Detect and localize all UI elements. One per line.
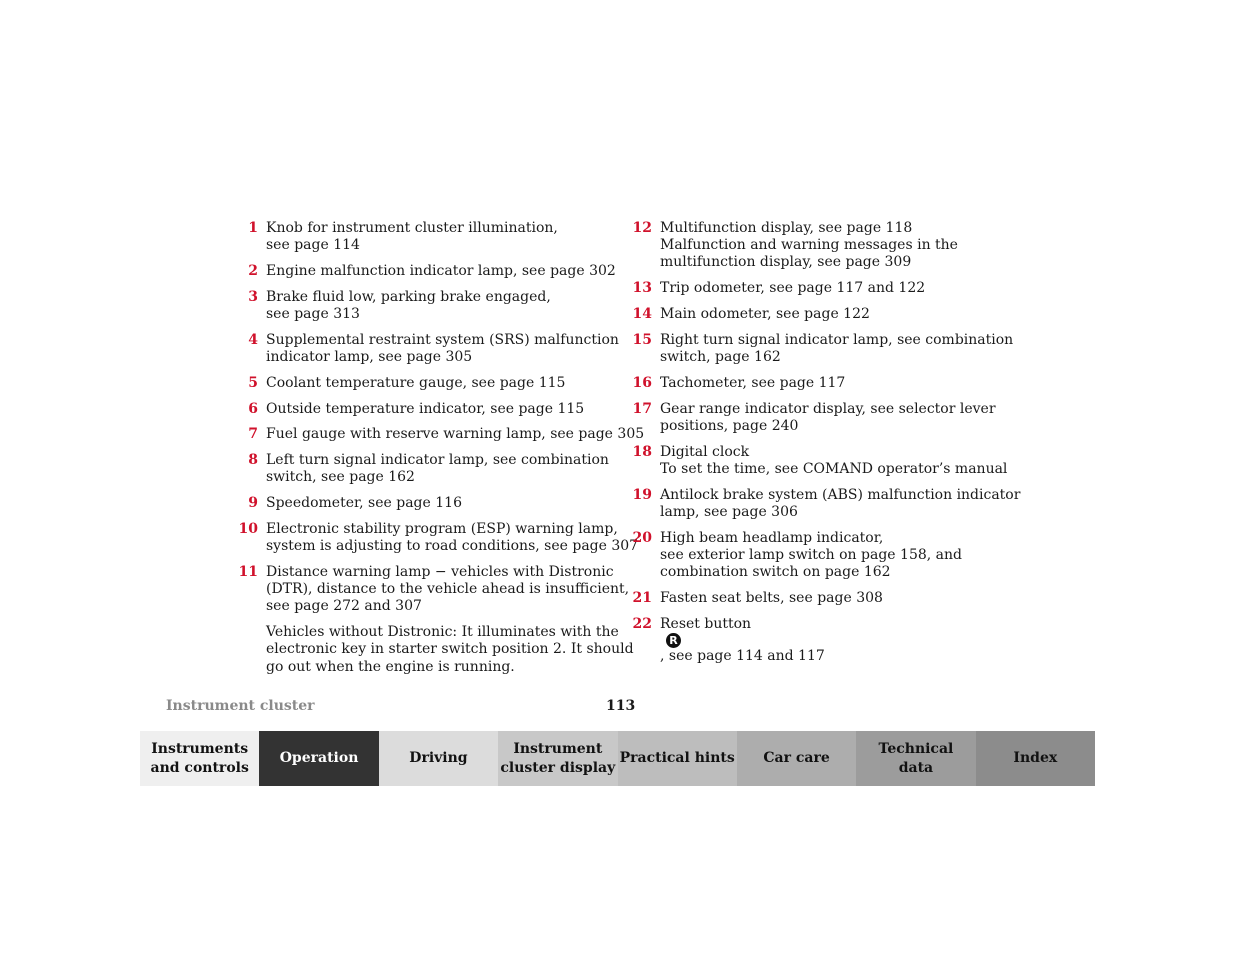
legend-item-line: combination switch on page 162 (660, 564, 891, 580)
distronic-note (266, 624, 634, 676)
legend-item-number: 6 (248, 400, 258, 417)
legend-item-line: Malfunction and warning messages in the (660, 237, 958, 254)
reset-text-after: , see page 114 and 117 (660, 647, 825, 664)
legend-item-text (266, 495, 612, 512)
legend-item-line: Distance warning lamp − vehicles with Distronic (266, 563, 614, 580)
legend-item-text (660, 220, 1006, 272)
legend-item-number: 7 (248, 426, 258, 443)
legend-item-20 (626, 530, 1006, 582)
legend-item-line: Fuel gauge with reserve warning lamp, see page 305 (266, 426, 645, 443)
legend-item-number: 15 (632, 331, 652, 348)
legend-item-text (266, 375, 612, 392)
legend-item-text (660, 487, 1020, 521)
legend-item-7 (232, 426, 645, 443)
legend-item-6 (232, 401, 612, 418)
tab-label (500, 740, 615, 778)
tab-label-line: Practical hints (619, 750, 735, 766)
legend-item-12 (626, 220, 1006, 272)
legend-item-11 (232, 563, 630, 616)
legend-item-text (660, 280, 1006, 297)
note-line: electronic key in starter switch position 2. It should (266, 641, 634, 658)
legend-item-line: Outside temperature indicator, see page 115 (266, 400, 585, 417)
legend-item-8 (232, 452, 612, 486)
legend-column-right (626, 220, 1021, 674)
legend-item-18 (626, 444, 1006, 478)
legend-item-number: 18 (632, 443, 652, 460)
legend-item-line: Main odometer, see page 122 (660, 306, 870, 322)
legend-item-line: multifunction display, see page 309 (660, 254, 912, 271)
legend-item-3 (232, 289, 612, 323)
reset-button-icon: R (666, 633, 681, 648)
tab-label (763, 749, 829, 768)
legend-item-text (660, 590, 1006, 607)
legend-item-line: Fasten seat belts, see page 308 (660, 589, 883, 606)
legend-item-number: 12 (632, 220, 652, 236)
tab-label-line: data (898, 759, 934, 776)
legend-item-text (660, 306, 1006, 323)
legend-item-line: Antilock brake system (ABS) malfunction indicator (660, 486, 1021, 503)
section-title: Instrument cluster (166, 698, 315, 714)
legend-item-line: To set the time, see COMAND operator’s manual (660, 460, 1008, 477)
tab-label-line: Index (1013, 750, 1058, 766)
legend-item-line: Right turn signal indicator lamp, see combination (660, 331, 1014, 348)
tab-label-line: and controls (150, 759, 249, 776)
legend-item-number: 4 (248, 331, 258, 348)
legend-item-line: Coolant temperature gauge, see page 115 (266, 374, 566, 391)
legend-item-5 (232, 375, 612, 392)
legend-item-line: Trip odometer, see page 117 and 122 (660, 280, 926, 297)
tab-instruments-and-controls[interactable] (140, 731, 259, 786)
legend-item-1 (232, 220, 612, 254)
legend-item-number: 19 (632, 486, 652, 503)
legend-item-text (266, 521, 638, 555)
legend-item-line: Supplemental restraint system (SRS) malfunction (266, 331, 619, 348)
tab-label (409, 749, 467, 768)
legend-item-number: 9 (248, 495, 258, 512)
legend-item-text (660, 444, 1007, 478)
legend-item-text (660, 401, 1006, 435)
legend-item-line: Tachometer, see page 117 (660, 374, 846, 391)
legend-item-text (266, 564, 629, 616)
section-tab-bar (140, 731, 1095, 786)
legend-item-number: 17 (632, 400, 652, 417)
legend-item-4 (232, 331, 619, 366)
legend-item-line: Speedometer, see page 116 (266, 495, 462, 512)
legend-item-13 (626, 280, 1006, 297)
tab-practical-hints[interactable] (618, 731, 737, 786)
legend-item-9 (232, 495, 612, 512)
tab-driving[interactable] (379, 731, 498, 786)
tab-label-line: cluster display (500, 759, 616, 776)
tab-label-line: Technical (878, 740, 954, 757)
legend-item-14 (626, 306, 1006, 323)
tab-car-care[interactable] (737, 731, 856, 786)
legend-item-text (266, 401, 612, 418)
legend-item-line: (DTR), distance to the vehicle ahead is insufficient, (266, 581, 630, 598)
legend-item-number: 10 (238, 520, 258, 537)
tab-label (1013, 749, 1057, 768)
legend-item-number: 11 (238, 563, 258, 580)
legend-item-number: 20 (632, 529, 652, 546)
legend-item-text (660, 616, 1006, 665)
legend-item-line: switch, see page 162 (266, 469, 415, 486)
legend-item-text (660, 530, 1006, 582)
legend-item-number: 14 (632, 306, 652, 322)
legend-item-2 (232, 263, 616, 280)
legend-item-line: system is adjusting to road conditions, see page 307 (266, 538, 639, 555)
legend-item-15 (626, 331, 1014, 366)
tab-label-line: Driving (409, 750, 468, 766)
legend-item-line: positions, page 240 (660, 417, 799, 434)
tab-technical-data[interactable] (856, 731, 975, 786)
legend-item-line: Digital clock (660, 443, 750, 460)
legend-item-number: 13 (632, 280, 652, 297)
tab-label (151, 740, 249, 778)
legend-item-number: 21 (632, 589, 652, 606)
legend-item-number: 22 (632, 615, 652, 632)
legend-item-number: 8 (248, 452, 258, 469)
legend-item-line: Multifunction display, see page 118 (660, 220, 913, 236)
tab-label-line: Instrument (513, 740, 603, 757)
legend-item-line: indicator lamp, see page 305 (266, 349, 473, 365)
legend-item-number: 1 (248, 220, 258, 236)
legend-item-10 (232, 520, 639, 555)
note-line: Vehicles without Distronic: It illuminates with the (266, 624, 619, 641)
legend-item-number: 2 (248, 263, 258, 279)
legend-item-text (266, 289, 612, 323)
tab-label (280, 749, 359, 768)
legend-item-line: Engine malfunction indicator lamp, see page 302 (266, 263, 616, 279)
legend-item-number: 5 (248, 374, 258, 391)
legend-item-line: Knob for instrument cluster illumination, (266, 220, 558, 236)
legend-item-line: Electronic stability program (ESP) warning lamp, (266, 520, 618, 537)
tab-label (879, 740, 954, 778)
page-number: 113 (606, 698, 636, 714)
legend-item-text (266, 452, 612, 486)
legend-item-number: 16 (632, 374, 652, 391)
legend-item-line: switch, page 162 (660, 349, 781, 365)
legend-item-line: see page 272 and 307 (266, 598, 422, 615)
legend-item-line: High beam headlamp indicator, (660, 529, 884, 546)
legend-item-text (266, 220, 612, 254)
legend-item-16 (626, 375, 1006, 392)
tab-label-line: Operation (279, 750, 359, 766)
note-line: go out when the engine is running. (266, 658, 515, 675)
legend-item-text (266, 332, 619, 366)
legend-item-text (266, 263, 616, 280)
legend-item-21 (626, 590, 1006, 607)
legend-item-line: see page 313 (266, 306, 360, 322)
legend-item-22 (626, 616, 1006, 665)
reset-text-before: Reset button (660, 615, 752, 632)
legend-item-text (266, 426, 644, 443)
legend-item-line: Gear range indicator display, see selector lever (660, 400, 996, 417)
legend-item-number: 3 (248, 288, 258, 305)
legend-item-text (660, 332, 1013, 366)
tab-instrument-cluster-display[interactable] (498, 731, 617, 786)
tab-index[interactable] (976, 731, 1095, 786)
legend-item-text (660, 375, 1006, 392)
tab-label-line: Car care (763, 750, 830, 766)
legend-item-line: Left turn signal indicator lamp, see combination (266, 452, 609, 469)
legend-item-line: Brake fluid low, parking brake engaged, (266, 288, 551, 305)
tab-operation[interactable] (259, 731, 378, 786)
legend-item-line: see page 114 (266, 237, 360, 254)
tab-label (620, 749, 735, 768)
legend-item-17 (626, 401, 1006, 435)
legend-item-19 (626, 486, 1021, 521)
legend-item-line: see exterior lamp switch on page 158, and (660, 546, 962, 563)
legend-item-line: lamp, see page 306 (660, 503, 798, 520)
tab-label-line: Instruments (151, 740, 249, 757)
